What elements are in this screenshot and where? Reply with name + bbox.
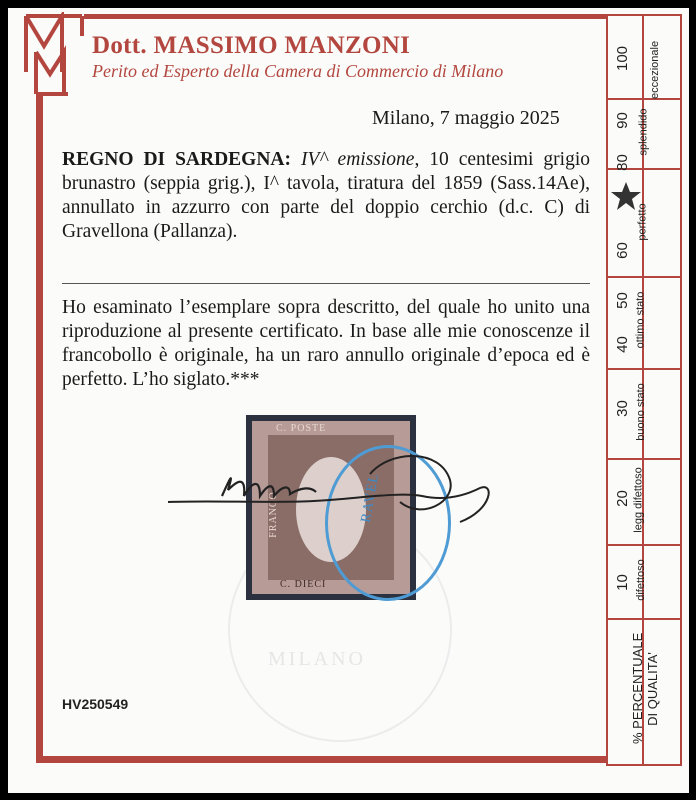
expert-subtitle: Perito ed Esperto della Camera di Commercio di Milano [92,61,504,81]
bottom-border [36,756,606,763]
postmark-text: RAVEL [358,472,383,524]
scale-caption [630,634,660,744]
scale-line [606,764,682,766]
scale-label: legg difettoso [632,467,645,533]
top-border [84,14,606,19]
scale-line [680,14,682,766]
left-border [36,92,43,762]
certificate-number: HV250549 [62,696,129,712]
scale-number: 30 [613,400,631,417]
watermark-text: MILANO [268,648,366,670]
stamp-bottom-text: C. DIECI [280,579,327,590]
scale-caption-line1: % PERCENTUALE [630,632,645,744]
scale-line [606,458,682,460]
scale-number: 40 [613,336,631,353]
scale-number: 80 [613,154,631,171]
description-text: , 10 centesimi grigio brunastro (seppia grig.), I^ tavola, tiratura del 1859 (Sass.14Ae), annullato in azzurro con parte del doppio cerchio (d.c. C) di Gravellona (Pallanza). [62,149,591,242]
stamp-description [62,148,590,244]
scale-label: difettoso [634,559,647,601]
scale-number: 90 [613,112,631,129]
expert-statement: Ho esaminato l’esemplare sopra descritto, del quale ho unito una riproduzione al presente certificato. In base alle mie conoscenze il francobollo è originale, ha un raro annullo originale d’epoca ed è perfetto. L’ho siglato.*** [62,297,590,390]
scale-label: eccezionale [649,40,661,99]
scale-line [606,98,682,100]
scale-label: splendido [637,108,650,156]
quality-scale [606,14,682,766]
scale-label: ottimo stato [634,291,647,349]
scale-number: 10 [613,574,631,591]
stamp-top-text: C. POSTE [276,423,327,434]
scale-number: 60 [613,242,631,259]
certificate-date: Milano, 7 maggio 2025 [372,107,560,129]
scale-line [606,544,682,546]
mm-logo-icon [22,12,86,98]
description-country: REGNO DI SARDEGNA: [62,149,292,170]
scale-line [606,14,682,16]
signature-icon [160,430,500,540]
scale-line [606,618,682,620]
scale-number: 100 [614,45,632,72]
divider [62,283,590,284]
scale-number: 20 [613,490,631,507]
stamp-side-text: FRANCO [267,491,279,538]
scale-line [606,14,608,766]
scale-line [606,276,682,278]
scale-line [606,368,682,370]
expert-name: Dott. MASSIMO MANZONI [92,32,411,59]
scale-caption-line2: DI QUALITA' [645,652,660,726]
description-issue: IV^ emissione [300,149,415,170]
scale-label: buono stato [634,383,647,441]
scale-label: perfetto [636,203,649,241]
star-icon [610,180,642,212]
scale-number: 50 [613,292,631,309]
